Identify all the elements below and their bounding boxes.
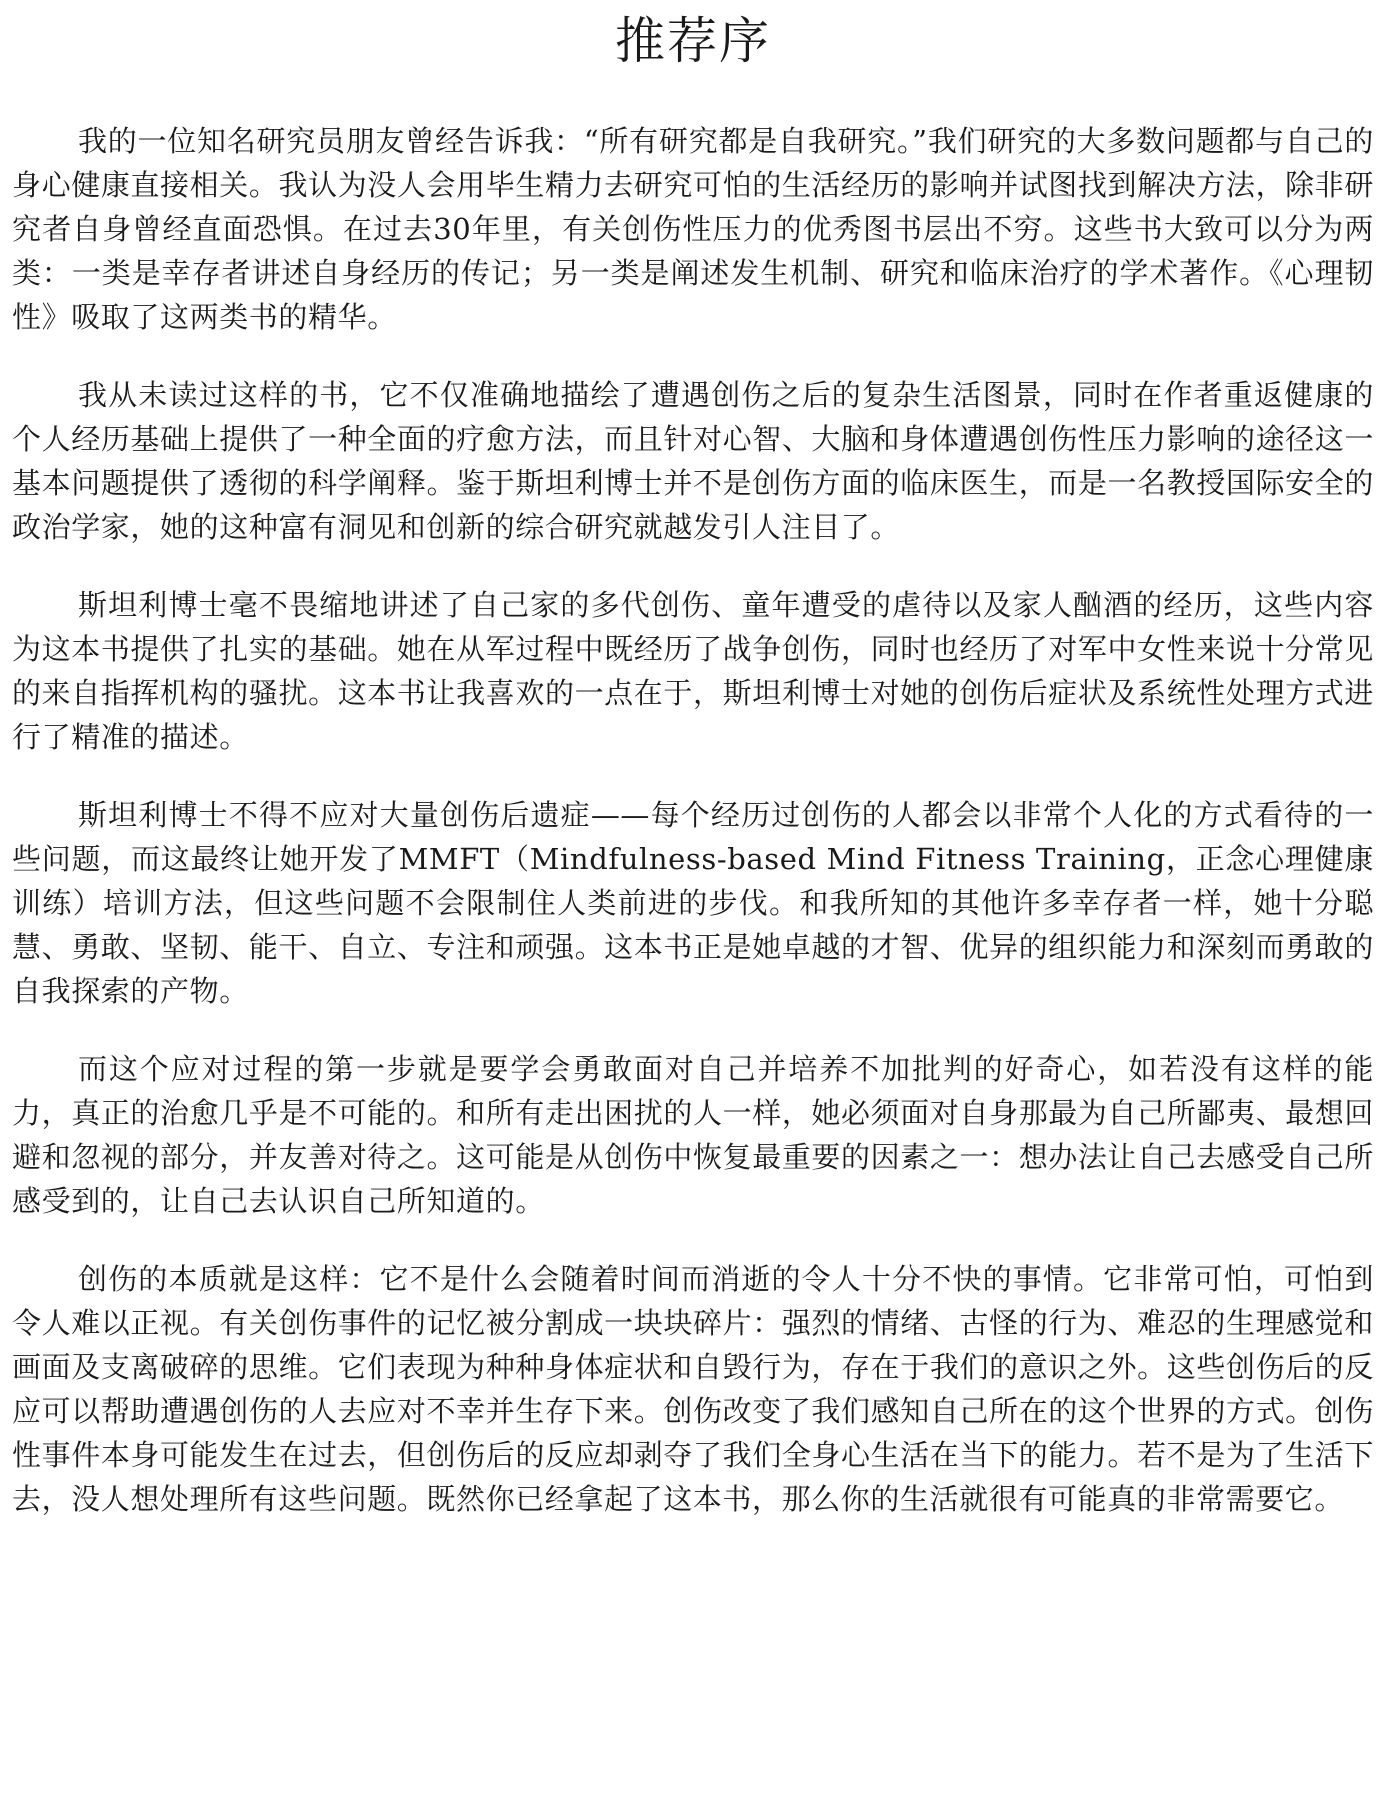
paragraph-5: 而这个应对过程的第一步就是要学会勇敢面对自己并培养不加批判的好奇心，如若没有这样的能力，真正的治愈几乎是不可能的。和所有走出困扰的人一样，她必须面对自身那最为自己所鄙夷、最想回避和忽视的部分，并友善对待之。这可能是从创伤中恢复最重要的因素之一：想办法让自己去感受自己所感受到的，让自己去认识自己所知道的。 [12, 1052, 1374, 1218]
body-text [12, 119, 1374, 1555]
paragraph-1: 我的一位知名研究员朋友曾经告诉我：“所有研究都是自我研究。”我们研究的大多数问题都与自己的身心健康直接相关。我认为没人会用毕生精力去研究可怕的生活经历的影响并试图找到解决方法，除非研究者自身曾经直面恐惧。在过去30年里，有关创伤性压力的优秀图书层出不穷。这些书大致可以分为两类：一类是幸存者讲述自身经历的传记；另一类是阐述发生机制、研究和临床治疗的学术著作。《心理韧性》吸取了这两类书的精华。 [12, 124, 1374, 334]
page-title: 推荐序 [615, 12, 771, 70]
paragraph-6: 创伤的本质就是这样：它不是什么会随着时间而消逝的令人十分不快的事情。它非常可怕，可怕到令人难以正视。有关创伤事件的记忆被分割成一块块碎片：强烈的情绪、古怪的行为、难忍的生理感觉和画面及支离破碎的思维。它们表现为种种身体症状和自毁行为，存在于我们的意识之外。这些创伤后的反应可以帮助遭遇创伤的人去应对不幸并生存下来。创伤改变了我们感知自己所在的这个世界的方式。创伤性事件本身可能发生在过去，但创伤后的反应却剥夺了我们全身心生活在当下的能力。若不是为了生活下去，没人想处理所有这些问题。既然你已经拿起了这本书，那么你的生活就很有可能真的非常需要它。 [12, 1262, 1374, 1516]
paragraph-4: 斯坦利博士不得不应对大量创伤后遗症——每个经历过创伤的人都会以非常个人化的方式看待的一些问题，而这最终让她开发了MMFT（Mindfulness-based Mind Fitness Training，正念心理健康训练）培训方法，但这些问题不会限制住人类前进的步伐。和我所知的其他许多幸存者一样，她十分聪慧、勇敢、坚韧、能干、自立、专注和顽强。这本书正是她卓越的才智、优异的组织能力和深刻而勇敢的自我探索的产物。 [12, 798, 1374, 1008]
paragraph-2: 我从未读过这样的书，它不仅准确地描绘了遭遇创伤之后的复杂生活图景，同时在作者重返健康的个人经历基础上提供了一种全面的疗愈方法，而且针对心智、大脑和身体遭遇创伤性压力影响的途径这一基本问题提供了透彻的科学阐释。鉴于斯坦利博士并不是创伤方面的临床医生，而是一名教授国际安全的政治学家，她的这种富有洞见和创新的综合研究就越发引人注目了。 [12, 378, 1374, 544]
document-page [12, 0, 1374, 1516]
paragraph-3: 斯坦利博士毫不畏缩地讲述了自己家的多代创伤、童年遭受的虐待以及家人酗酒的经历，这些内容为这本书提供了扎实的基础。她在从军过程中既经历了战争创伤，同时也经历了对军中女性来说十分常见的来自指挥机构的骚扰。这本书让我喜欢的一点在于，斯坦利博士对她的创伤后症状及系统性处理方式进行了精准的描述。 [12, 588, 1374, 754]
